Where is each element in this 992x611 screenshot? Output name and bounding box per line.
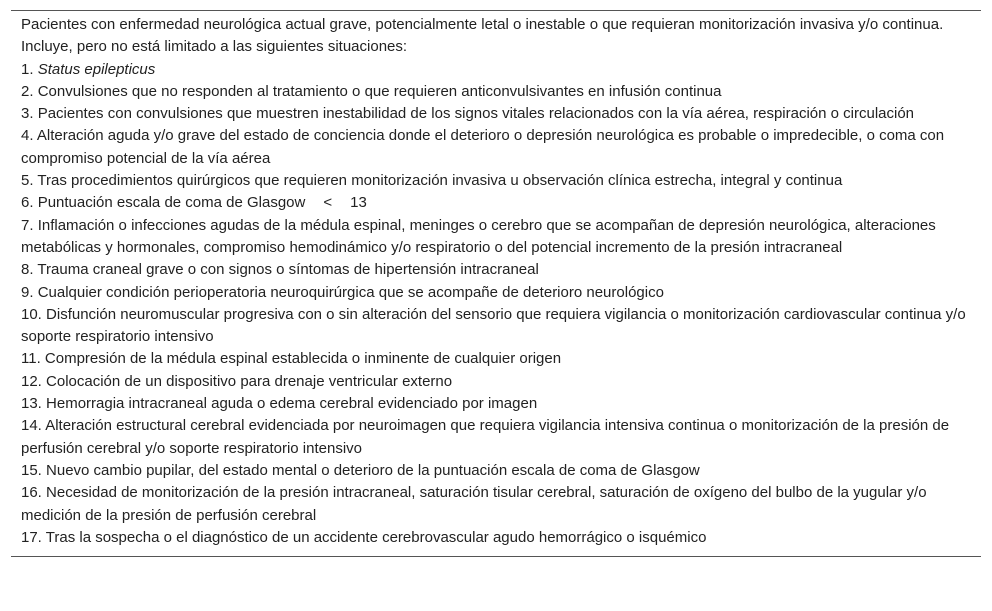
item-text: Status epilepticus — [37, 60, 156, 78]
item-text: Trauma craneal grave o con signos o síntomas de hipertensión intracraneal — [37, 261, 539, 279]
list-item-11 — [21, 348, 971, 370]
item-number: 3. — [21, 105, 34, 123]
item-number: 13. — [21, 395, 42, 413]
item-text: Colocación de un dispositivo para drenaje ventricular externo — [46, 372, 453, 390]
list-item-12 — [21, 371, 971, 393]
item-text: Necesidad de monitorización de la presión intracraneal, saturación tisular cerebral, saturación de oxígeno del bulbo de la yugular y/o medición de la presión de perfusión cerebral — [21, 484, 927, 524]
item-text: Puntuación escala de coma de Glasgow — [37, 194, 306, 212]
item-operator: < — [323, 194, 333, 212]
item-text: Compresión de la médula espinal establecida o inminente de cualquier origen — [44, 350, 562, 368]
intro-text: Pacientes con enfermedad neurológica actual grave, potencialmente letal o inestable o que requieran monitorización invasiva y/o continua. Incluye, pero no está limitado a las siguientes situaciones: — [21, 16, 944, 56]
list-item-17 — [21, 527, 971, 549]
item-number: 4. — [21, 127, 34, 145]
item-text: Disfunción neuromuscular progresiva con o sin alteración del sensorio que requiera vigilancia o monitorización cardiovascular continua y/o soporte respiratorio intensivo — [21, 305, 966, 346]
list-item-1 — [21, 59, 971, 81]
item-text: Cualquier condición perioperatoria neuroquirúrgica que se acompañe de deterioro neurológico — [37, 283, 664, 301]
item-text: Tras la sospecha o el diagnóstico de un accidente cerebrovascular agudo hemorrágico o isquémico — [45, 528, 707, 546]
item-text: Alteración estructural cerebral evidenciada por neuroimagen que requiera vigilancia intensiva continua o monitorización de la presión de perfusión cerebral y/o soporte respiratorio intensivo — [21, 417, 950, 457]
item-text: Alteración aguda y/o grave del estado de conciencia donde el deterioro o depresión neurológica es probable o impredecible, o coma con compromiso potencial de la vía aérea — [21, 127, 945, 167]
list-item-2 — [21, 81, 971, 103]
item-number: 1. — [21, 60, 34, 78]
item-text: Tras procedimientos quirúrgicos que requieren monitorización invasiva u observación clínica estrecha, integral y continua — [37, 172, 843, 190]
item-text: Pacientes con convulsiones que muestren inestabilidad de los signos vitales relacionados con la vía aérea, respiración o circulación — [37, 105, 915, 123]
item-text: Inflamación o infecciones agudas de la médula espinal, meninges o cerebro que se acompañan de depresión neurológica, alteraciones metabólicas y hormonales, compromiso hemodinámico y/o respiratorio o del potencial incremento de la presión intracraneal — [21, 216, 936, 256]
criteria-cell — [11, 11, 981, 556]
item-number: 5. — [21, 172, 34, 190]
list-item-13 — [21, 393, 971, 415]
item-number: 12. — [21, 372, 42, 390]
item-value: 13 — [350, 194, 367, 212]
item-number: 11. — [21, 350, 41, 368]
list-item-7 — [21, 215, 971, 260]
item-number: 17. — [21, 528, 42, 546]
list-item-8 — [21, 259, 971, 281]
item-number: 10. — [21, 305, 42, 323]
criteria-table — [11, 10, 981, 557]
item-text: Nuevo cambio pupilar, del estado mental o deterioro de la puntuación escala de coma de Glasgow — [46, 461, 700, 479]
item-number: 15. — [21, 461, 42, 479]
list-item-15 — [21, 460, 971, 482]
list-item-3 — [21, 103, 971, 125]
list-item-4 — [21, 125, 971, 170]
list-item-5 — [21, 170, 971, 192]
list-item-6 — [21, 192, 971, 214]
list-item-10 — [21, 304, 971, 349]
item-number: 14. — [21, 417, 42, 435]
item-number: 9. — [21, 283, 34, 301]
item-number: 16. — [21, 484, 42, 502]
list-item-14 — [21, 415, 971, 460]
item-text: Hemorragia intracraneal aguda o edema cerebral evidenciado por imagen — [46, 395, 538, 413]
list-item-9 — [21, 282, 971, 304]
item-number: 7. — [21, 216, 34, 234]
list-item-16 — [21, 482, 971, 527]
item-number: 8. — [21, 261, 34, 279]
item-number: 2. — [21, 82, 34, 100]
item-text: Convulsiones que no responden al tratamiento o que requieren anticonvulsivantes en infusión continua — [37, 82, 722, 100]
item-number: 6. — [21, 194, 34, 212]
